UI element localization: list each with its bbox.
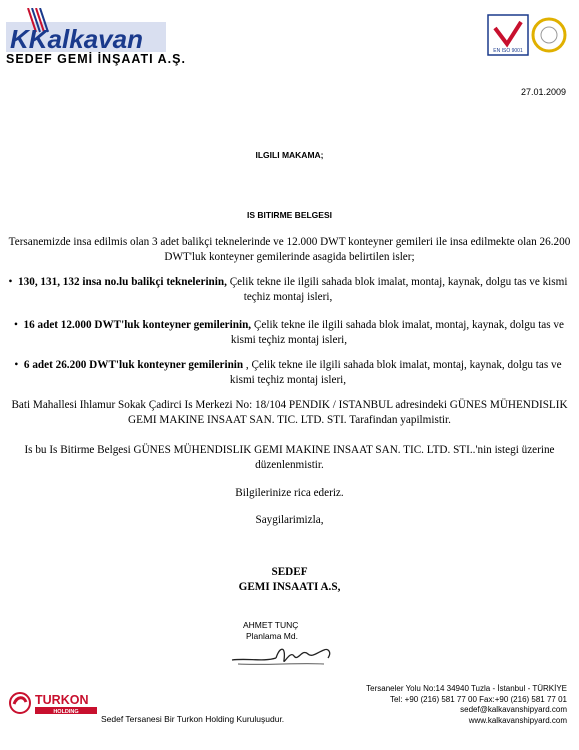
company-name: SEDEF GEMİ İNŞAATI A.Ş. [6,52,186,66]
footer-email[interactable]: sedef@kalkavanshipyard.com [460,705,567,715]
bullet: • [14,319,18,331]
handwritten-signature [228,638,338,670]
svg-text:TURKON: TURKON [35,693,89,707]
work-item-1-title: 130, 131, 132 insa no.lu balikçi teknelerinin, [18,276,227,288]
signer-name: AHMET TUNÇ [243,620,299,630]
work-item-3-title: 6 adet 26.200 DWT'luk konteyner gemilerinin [23,359,244,371]
signature-company-line-2: GEMI INSAATI A.S, [238,581,341,593]
footer-phone: Tel: +90 (216) 581 77 00 Fax:+90 (216) 581 77 01 [389,694,567,704]
work-item-2-title: 16 adet 12.000 DWT'luk konteyner gemilerinin, [23,319,252,331]
contractor-address-paragraph: Bati Mahallesi Ihlamur Sokak Çadirci Is Merkezi No: 18/104 PENDIK / ISTANBUL adresindeki GÜNES MÜHENDISLIK GEMI MAKINE INSAAT SAN. TIC. LTD. STI. Tarafindan yapilmistir. [11,399,568,426]
signer-role: Planlama Md. [246,631,298,641]
svg-text:EN ISO 9001: EN ISO 9001 [493,48,523,54]
document-title: IS BITIRME BELGESI [246,210,332,220]
closing-regards: Saygilarimizla, [255,514,324,526]
work-item-1 [4,275,572,305]
intro-paragraph: Tersanemizde insa edilmis olan 3 adet balikçi teknelerinde ve 12.000 DWT konteyner gemileri ile insa edilmekte olan 26.200 DWT'luk konteyner gemilerinde asagida belirtilen isler; [8,236,571,263]
signature-company-line-1: SEDEF [271,566,308,578]
work-item-3 [4,358,572,388]
info-line: Bilgilerinize rica ederiz. [235,487,344,499]
iso-certification-logos [487,14,567,56]
footer-address: Tersaneler Yolu No:14 34940 Tuzla - İstanbul - TÜRKİYE [366,684,567,693]
work-item-3-text: , Çelik tekne ile ilgili sahada blok imalat, montaj, kaynak, dolgu tas ve kismi teçhiz montaj isleri, [229,359,562,386]
salutation: ILGILI MAKAMA; [255,150,324,160]
footer-contact [366,684,567,726]
letter-date: 27.01.2009 [520,87,566,97]
work-item-2 [6,318,572,348]
kalkavan-logo [6,8,174,52]
turkon-holding-logo [8,690,100,720]
svg-text:HOLDING: HOLDING [53,709,79,715]
footer-website[interactable]: www.kalkavanshipyard.com [468,715,567,725]
request-paragraph: Is bu Is Bitirme Belgesi GÜNES MÜHENDISLIK GEMI MAKINE INSAAT SAN. TIC. LTD. STI..'nin istegi üzerine düzenlenmistir. [24,444,555,471]
work-item-1-text: Çelik tekne ile ilgili sahada blok imalat, montaj, kaynak, dolgu tas ve kismi teçhiz montaj isleri, [226,276,568,303]
bullet: • [14,359,19,371]
work-item-2-text: Çelik tekne ile ilgili sahada blok imalat, montaj, kaynak, dolgu tas ve kismi teçhiz montaj isleri, [230,319,564,346]
svg-text:KKalkavan: KKalkavan [10,24,143,52]
bullet: • [8,276,13,288]
footer-tagline: Sedef Tersanesi Bir Turkon Holding Kuruluşudur. [101,714,285,724]
